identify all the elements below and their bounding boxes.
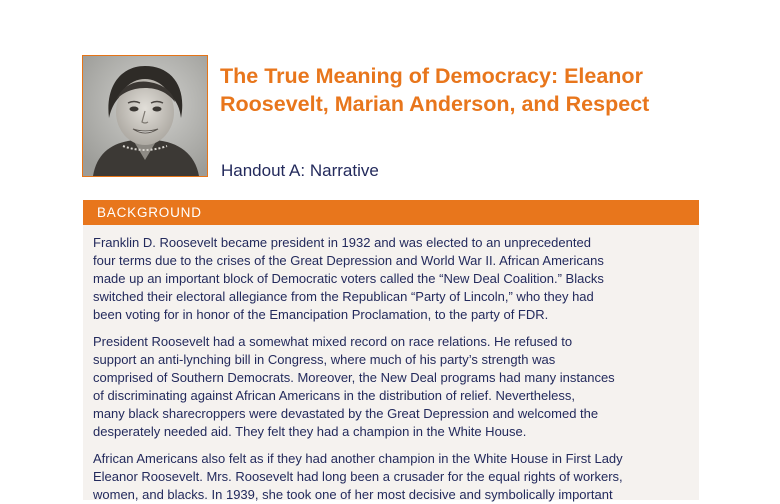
paragraph-line: women, and blacks. In 1939, she took one of her most decisive and symbolically important (93, 487, 613, 502)
paragraph-line: support an anti-lynching bill in Congress, where much of his party’s strength was (93, 352, 556, 367)
paragraph-3 (93, 450, 653, 504)
paragraph-line: made up an important block of Democratic voters called the “New Deal Coalition.” Blacks (93, 271, 604, 286)
paragraph-line: many black sharecroppers were devastated by the Great Depression and welcomed the (93, 406, 599, 421)
eleanor-roosevelt-portrait (82, 55, 208, 177)
page-title: The True Meaning of Democracy: Eleanor Roosevelt, Marian Anderson, and Respect (220, 64, 650, 116)
paragraph-line: Eleanor Roosevelt. Mrs. Roosevelt had long been a crusader for the equal rights of workers, (93, 469, 623, 484)
paragraph-line: been voting for in honor of the Emancipation Proclamation, to the party of FDR. (93, 307, 549, 322)
paragraph-1 (93, 234, 653, 324)
paragraph-line: African Americans also felt as if they had another champion in the White House in First Lady (93, 451, 623, 466)
section-label: BACKGROUND (97, 205, 202, 220)
paragraph-line: comprised of Southern Democrats. Moreover, the New Deal programs had many instances (93, 370, 615, 385)
section-header-bar (83, 200, 699, 225)
paragraph-line: desperately needed aid. They felt they had a champion in the White House. (93, 424, 527, 439)
paragraph-line: President Roosevelt had a somewhat mixed record on race relations. He refused to (93, 334, 573, 349)
narrative-panel (83, 225, 699, 500)
paragraph-line: switched their electoral allegiance from the Republican “Party of Lincoln,” who they had (93, 289, 594, 304)
paragraph-2 (93, 333, 653, 441)
paragraph-line: Franklin D. Roosevelt became president in 1932 and was elected to an unprecedented (93, 235, 591, 250)
paragraph-line: four terms due to the crises of the Great Depression and World War II. African Americans (93, 253, 604, 268)
paragraph-line: of discriminating against African Americans in the distribution of relief. Nevertheless, (93, 388, 575, 403)
handout-subtitle: Handout A: Narrative (221, 161, 379, 180)
